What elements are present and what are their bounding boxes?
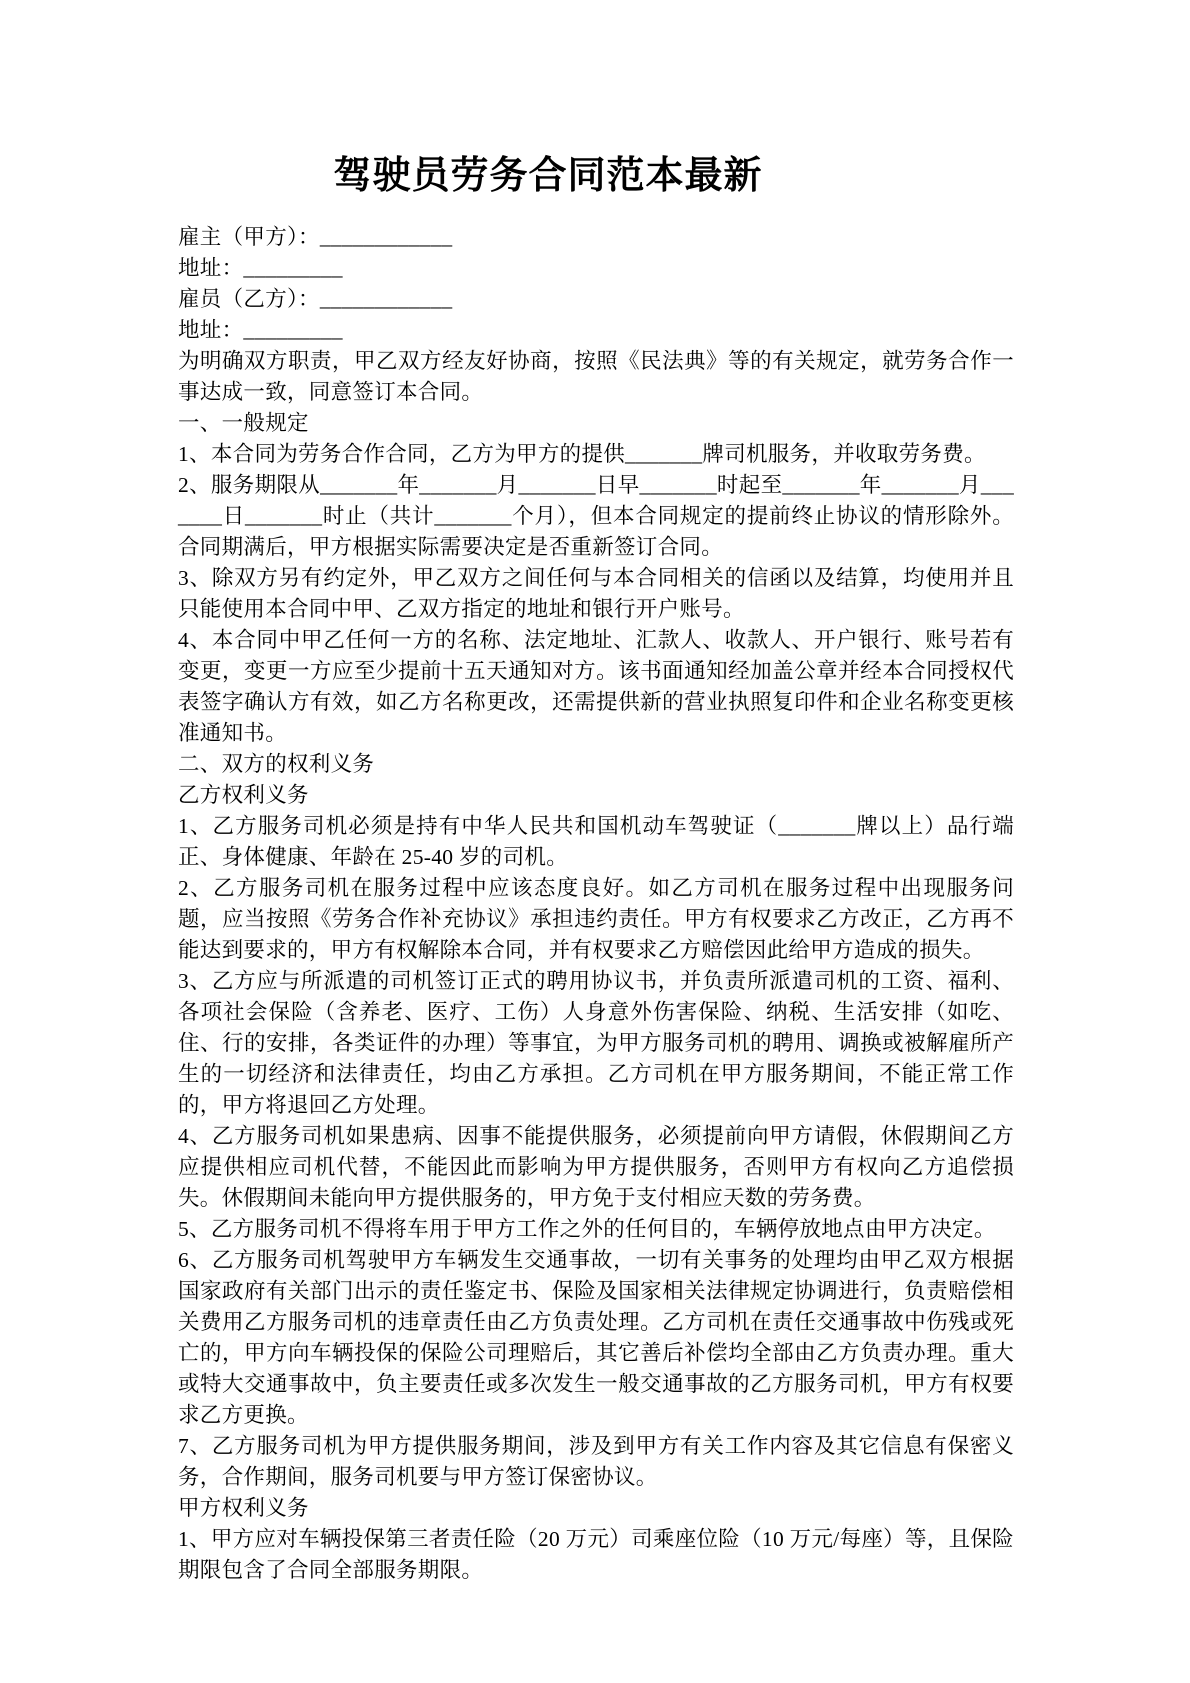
contract-paragraph: 3、乙方应与所派遣的司机签订正式的聘用协议书，并负责所派遣司机的工资、福利、各项社会保险（含养老、医疗、工伤）人身意外伤害保险、纳税、生活安排（如吃、住、行的安排，各类证件的办理）等事宜，为甲方服务司机的聘用、调换或被解雇所产生的一切经济和法律责任，均由乙方承担。乙方司机在甲方服务期间，不能正常工作的，甲方将退回乙方处理。 <box>178 969 1014 1117</box>
contract-paragraph: 3、除双方另有约定外，甲乙双方之间任何与本合同相关的信函以及结算，均使用并且只能使用本合同中甲、乙双方指定的地址和银行开户账号。 <box>178 566 1014 621</box>
contract-paragraph: 2、乙方服务司机在服务过程中应该态度良好。如乙方司机在服务过程中出现服务问题，应当按照《劳务合作补充协议》承担违约责任。甲方有权要求乙方改正，乙方再不能达到要求的，甲方有权解除本合同，并有权要求乙方赔偿因此给甲方造成的损失。 <box>178 876 1014 962</box>
document-body <box>178 346 1014 1586</box>
contract-paragraph: 4、乙方服务司机如果患病、因事不能提供服务，必须提前向甲方请假，休假期间乙方应提供相应司机代替，不能因此而影响为甲方提供服务，否则甲方有权向乙方追偿损失。休假期间未能向甲方提供服务的，甲方免于支付相应天数的劳务费。 <box>178 1124 1014 1210</box>
contract-paragraph: 乙方权利义务 <box>178 783 309 807</box>
contract-paragraph: 1、甲方应对车辆投保第三者责任险（20 万元）司乘座位险（10 万元/每座）等，且保险期限包含了合同全部服务期限。 <box>178 1527 1014 1582</box>
contract-paragraph: 5、乙方服务司机不得将车用于甲方工作之外的任何目的，车辆停放地点由甲方决定。 <box>178 1217 996 1241</box>
contract-paragraph: 1、乙方服务司机必须是持有中华人民共和国机动车驾驶证（_______牌以上）品行端正、身体健康、年龄在 25-40 岁的司机。 <box>178 814 1014 869</box>
header-field-line: 地址：_________ <box>178 256 343 280</box>
contract-paragraph: 1、本合同为劳务合作合同，乙方为甲方的提供_______牌司机服务，并收取劳务费。 <box>178 442 986 466</box>
contract-paragraph: 为明确双方职责，甲乙双方经友好协商，按照《民法典》等的有关规定，就劳务合作一事达成一致，同意签订本合同。 <box>178 349 1014 404</box>
contract-paragraph: 二、双方的权利义务 <box>178 752 375 776</box>
contract-paragraph: 4、本合同中甲乙任何一方的名称、法定地址、汇款人、收款人、开户银行、账号若有变更，变更一方应至少提前十五天通知对方。该书面通知经加盖公章并经本合同授权代表签字确认方有效，如乙方名称更改，还需提供新的营业执照复印件和企业名称变更核准通知书。 <box>178 628 1014 745</box>
header-field-line: 雇员（乙方）：____________ <box>178 287 453 311</box>
contract-paragraph: 6、乙方服务司机驾驶甲方车辆发生交通事故，一切有关事务的处理均由甲乙双方根据国家政府有关部门出示的责任鉴定书、保险及国家相关法律规定协调进行，负责赔偿相关费用乙方服务司机的违章责任由乙方负责处理。乙方司机在责任交通事故中伤残或死亡的，甲方向车辆投保的保险公司理赔后，其它善后补偿均全部由乙方负责办理。重大或特大交通事故中，负主要责任或多次发生一般交通事故的乙方服务司机，甲方有权要求乙方更换。 <box>178 1248 1014 1427</box>
contract-paragraph: 7、乙方服务司机为甲方提供服务期间，涉及到甲方有关工作内容及其它信息有保密义务，合作期间，服务司机要与甲方签订保密协议。 <box>178 1434 1014 1489</box>
contract-paragraph: 2、服务期限从_______年_______月_______日早_______时起至_______年_______月_______日_______时止（共计_______个月），但本合同规定的提前终止协议的情形除外。合同期满后，甲方根据实际需要决定是否重新签订合同。 <box>178 473 1014 559</box>
contract-paragraph: 一、一般规定 <box>178 411 309 435</box>
contract-paragraph: 甲方权利义务 <box>178 1496 309 1520</box>
header-field-line: 地址：_________ <box>178 318 343 342</box>
header-field-line: 雇主（甲方）：____________ <box>178 225 453 249</box>
header-fields <box>178 222 1014 346</box>
document-title: 驾驶员劳务合同范本最新 <box>333 155 763 197</box>
